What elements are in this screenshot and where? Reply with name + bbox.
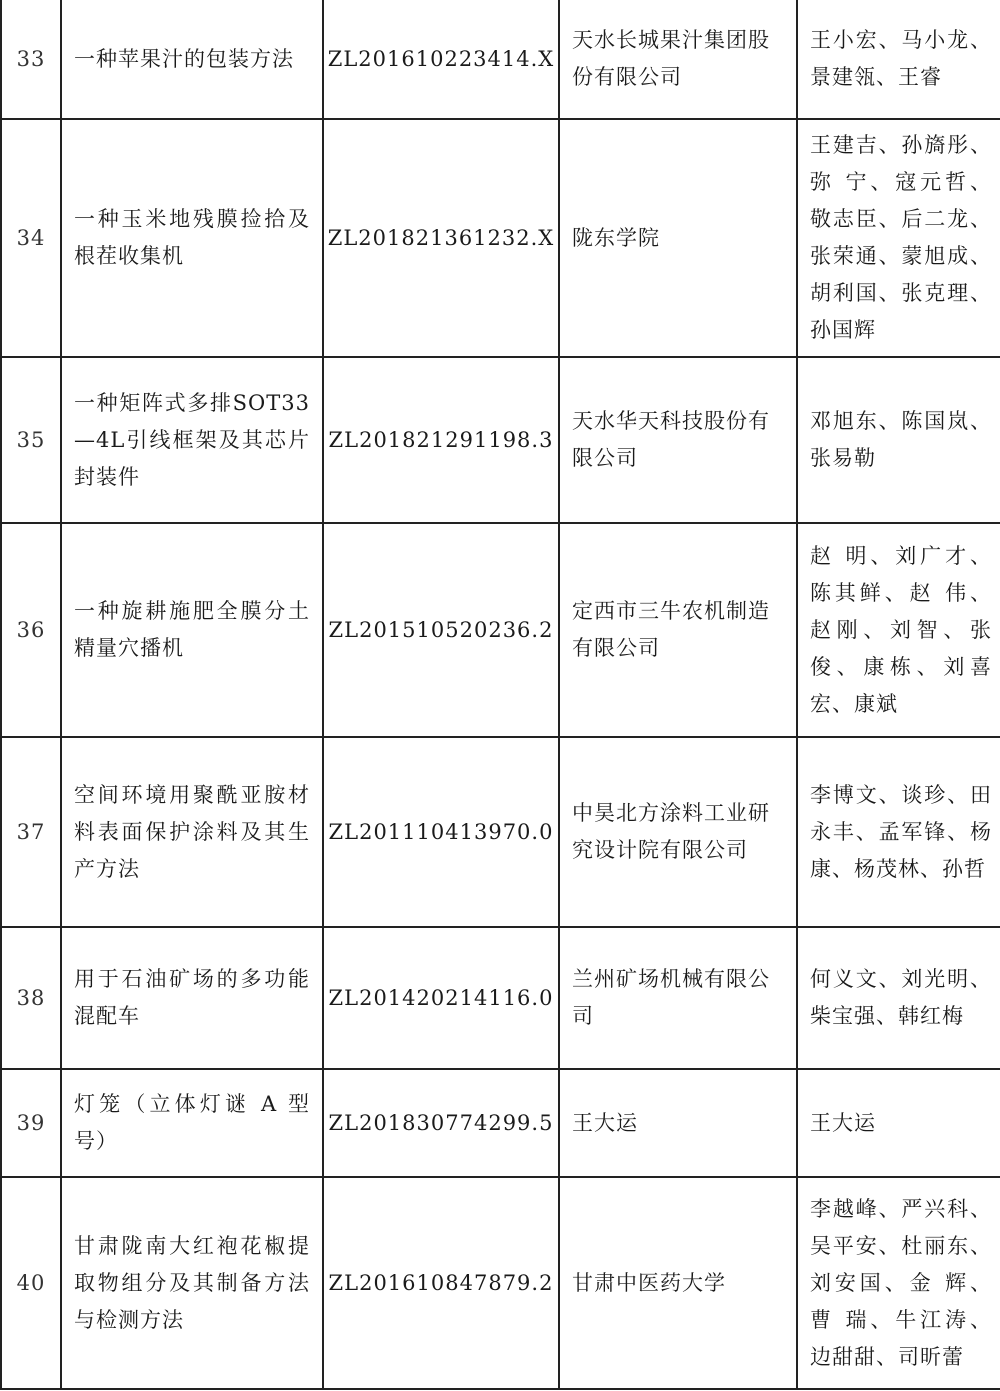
patent-holder: 天水长城果汁集团股份有限公司 xyxy=(559,0,797,119)
patent-name: 一种旋耕施肥全膜分土精量穴播机 xyxy=(61,523,323,737)
table-row xyxy=(1,0,1000,119)
patent-number: ZL201420214116.0 xyxy=(323,927,559,1069)
patent-holder: 定西市三牛农机制造有限公司 xyxy=(559,523,797,737)
inventors: 王大运 xyxy=(797,1069,1000,1177)
patent-number: ZL201510520236.2 xyxy=(323,523,559,737)
patent-holder: 天水华天科技股份有限公司 xyxy=(559,357,797,523)
patent-number: ZL201821361232.X xyxy=(323,119,559,357)
row-number: 38 xyxy=(1,927,61,1069)
row-number: 35 xyxy=(1,357,61,523)
table-row xyxy=(1,523,1000,737)
patent-name: 灯笼（立体灯谜 A 型号） xyxy=(61,1069,323,1177)
table-row xyxy=(1,1177,1000,1389)
patent-name: 一种玉米地残膜捡拾及根茬收集机 xyxy=(61,119,323,357)
patent-holder: 陇东学院 xyxy=(559,119,797,357)
row-number: 37 xyxy=(1,737,61,927)
inventors: 李越峰、严兴科、吴平安、杜丽东、刘安国、金 辉、曹 瑞、牛江涛、边甜甜、司昕蕾 xyxy=(797,1177,1000,1389)
patent-number: ZL201610223414.X xyxy=(323,0,559,119)
row-number: 40 xyxy=(1,1177,61,1389)
table-row xyxy=(1,1069,1000,1177)
table-row xyxy=(1,357,1000,523)
inventors: 赵 明、刘广才、陈其鲜、赵 伟、赵刚、刘智、张俊、康栋、刘喜宏、康斌 xyxy=(797,523,1000,737)
row-number: 36 xyxy=(1,523,61,737)
patent-name: 一种苹果汁的包装方法 xyxy=(61,0,323,119)
patent-name: 用于石油矿场的多功能混配车 xyxy=(61,927,323,1069)
patent-number: ZL201610847879.2 xyxy=(323,1177,559,1389)
patent-holder: 甘肃中医药大学 xyxy=(559,1177,797,1389)
table-row xyxy=(1,119,1000,357)
patent-holder: 中昊北方涂料工业研究设计院有限公司 xyxy=(559,737,797,927)
inventors: 李博文、谈珍、田永丰、孟军锋、杨 康、杨茂林、孙哲 xyxy=(797,737,1000,927)
patent-number: ZL201830774299.5 xyxy=(323,1069,559,1177)
row-number: 33 xyxy=(1,0,61,119)
patent-name: 空间环境用聚酰亚胺材料表面保护涂料及其生产方法 xyxy=(61,737,323,927)
patent-number: ZL201821291198.3 xyxy=(323,357,559,523)
table-row xyxy=(1,737,1000,927)
inventors: 何义文、刘光明、柴宝强、韩红梅 xyxy=(797,927,1000,1069)
patent-number: ZL201110413970.0 xyxy=(323,737,559,927)
patent-name: 一种矩阵式多排SOT33—4L引线框架及其芯片封装件 xyxy=(61,357,323,523)
row-number: 39 xyxy=(1,1069,61,1177)
table-row xyxy=(1,927,1000,1069)
row-number: 34 xyxy=(1,119,61,357)
inventors: 王小宏、马小龙、景建瓴、王睿 xyxy=(797,0,1000,119)
inventors: 邓旭东、陈国岚、张易勒 xyxy=(797,357,1000,523)
inventors: 王建吉、孙旖彤、弥 宁、寇元哲、敬志臣、后二龙、张荣通、蒙旭成、胡利国、张克理、孙国辉 xyxy=(797,119,1000,357)
patent-holder: 兰州矿场机械有限公司 xyxy=(559,927,797,1069)
patent-name: 甘肃陇南大红袍花椒提取物组分及其制备方法与检测方法 xyxy=(61,1177,323,1389)
patent-holder: 王大运 xyxy=(559,1069,797,1177)
